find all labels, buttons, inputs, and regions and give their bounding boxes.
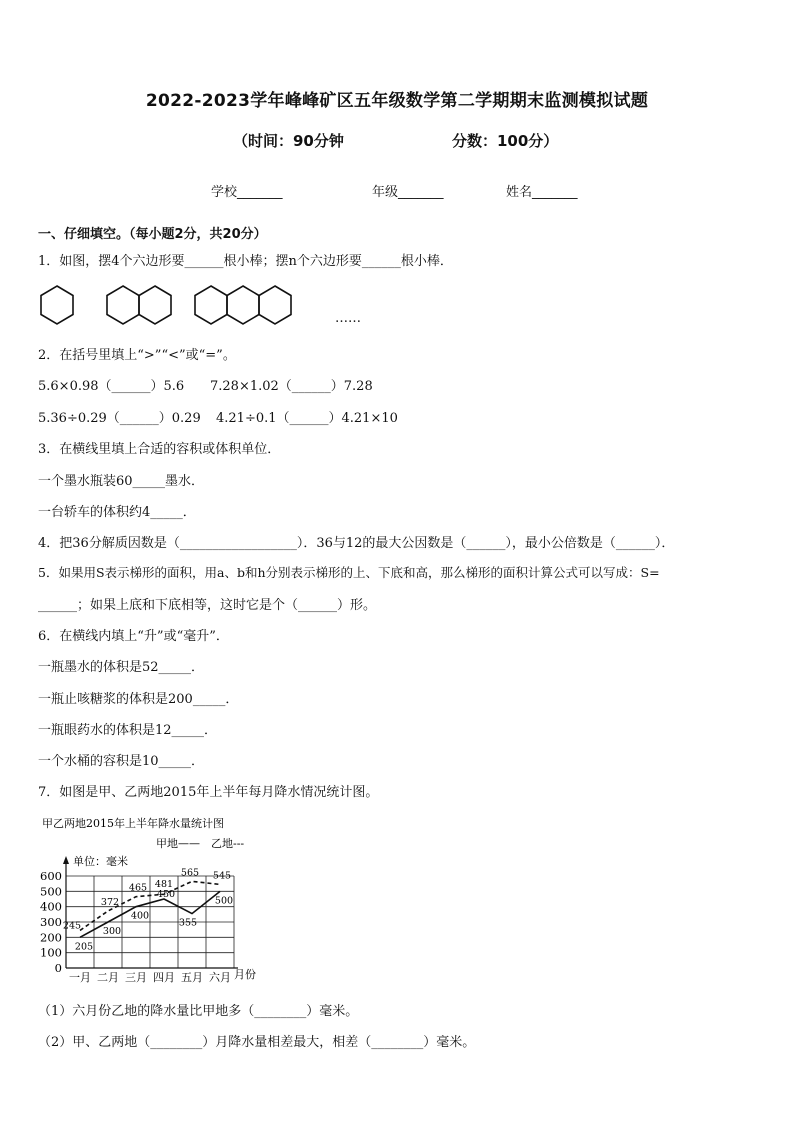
y-tick-label: 400 [40,899,62,914]
y-axis-arrow [63,856,69,864]
question-3a[interactable]: 一个墨水瓶装60_____墨水． [38,474,205,489]
data-label-yi: 481 [154,879,174,891]
hexagon-3b [227,286,259,324]
question-3: 3．在横线里填上合适的容积或体积单位． [38,442,281,457]
question-6b[interactable]: 一瓶止咳糖浆的体积是200_____． [38,692,239,707]
x-tick-label: 二月 [97,971,119,984]
section-heading: 一、仔细填空。（每小题2分，共20分） [38,227,267,242]
legend-yi: 乙地--- [211,837,245,850]
hexagon-2a [107,286,139,324]
ellipsis: …… [335,311,361,326]
question-5-line2[interactable]: ______；如果上底和下底相等，这时它是个（______）形。 [38,598,377,613]
data-label-yi: 372 [100,896,120,908]
x-tick-label: 六月 [209,971,231,984]
y-tick-label: 600 [40,869,62,883]
question-3b[interactable]: 一台轿车的体积约4_____． [38,505,196,520]
question-7: 7．如图是甲、乙两地2015年上半年每月降水情况统计图。 [38,785,379,800]
hexagon-3a [195,286,227,324]
data-label-jia: 205 [74,941,94,953]
legend-jia: 甲地—— [156,837,200,850]
question-7-2[interactable]: （2）甲、乙两地（________）月降水量相差最大，相差（________）毫米。 [38,1035,476,1050]
exam-score: 分数：100分） [452,132,559,150]
question-6d[interactable]: 一个水桶的容积是10_____． [38,754,205,769]
data-label-yi: 465 [128,882,148,894]
compare-1[interactable]: 5.6×0.98（______）5.6 [38,379,185,394]
hexagon-2b [139,286,171,324]
question-5-line1: 5．如果用S表示梯形的面积，用a、b和h分别表示梯形的上、下底和高，那么梯形的面积计算公式可以写成：S= [38,565,660,580]
y-tick-label: 300 [40,915,62,929]
y-tick-label: 500 [40,884,62,899]
school-field[interactable]: 学校_______ [211,185,283,200]
grade-field[interactable]: 年级_______ [372,185,444,200]
question-4[interactable]: 4．把36分解质因数是（__________________）．36与12的最大公因数是（______），最小公倍数是（______）． [38,536,675,551]
x-tick-label: 三月 [125,971,147,984]
chart-unit-label: 单位：毫米 [73,855,128,868]
rainfall-line-chart [30,812,270,984]
question-6c[interactable]: 一瓶眼药水的体积是12_____． [38,723,218,738]
data-label-yi: 245 [62,920,82,932]
hexagon-1 [41,286,73,324]
y-tick-label: 0 [54,961,62,975]
compare-3[interactable]: 5.36÷0.29（______）0.29 [38,411,201,426]
compare-2[interactable]: 7.28×1.02（______）7.28 [210,379,373,394]
x-tick-label: 四月 [153,971,175,984]
x-axis-label: 月份 [234,968,256,981]
question-6a[interactable]: 一瓶墨水的体积是52_____． [38,660,205,675]
y-tick-label: 100 [40,945,62,960]
data-label-jia: 300 [102,926,122,937]
data-label-jia: 355 [178,917,198,929]
name-field[interactable]: 姓名_______ [506,185,578,200]
data-label-yi: 545 [212,870,232,882]
question-7-1[interactable]: （1）六月份乙地的降水量比甲地多（________）毫米。 [38,1004,359,1019]
x-tick-label: 一月 [69,971,91,984]
page-title: 2022-2023学年峰峰矿区五年级数学第二学期期末监测模拟试题 [145,91,649,111]
question-1: 1．如图，摆4个六边形要______根小棒；摆n个六边形要______根小棒． [38,254,453,269]
data-label-jia: 400 [130,910,150,922]
compare-4[interactable]: 4.21÷0.1（______）4.21×10 [216,411,398,426]
hexagon-figures [36,284,298,328]
data-label-jia: 500 [214,895,234,907]
exam-time: （时间：90分钟 [233,132,344,150]
hexagon-3c [259,286,291,324]
question-6: 6．在横线内填上“升”或“毫升”． [38,629,229,644]
x-tick-label: 五月 [181,971,203,984]
question-2: 2．在括号里填上“>”“<”或“=”。 [38,348,236,363]
data-label-yi: 565 [180,867,200,879]
chart-title: 甲乙两地2015年上半年降水量统计图 [42,817,224,830]
data-label-jia: 450 [156,889,176,900]
y-tick-label: 200 [40,930,62,945]
